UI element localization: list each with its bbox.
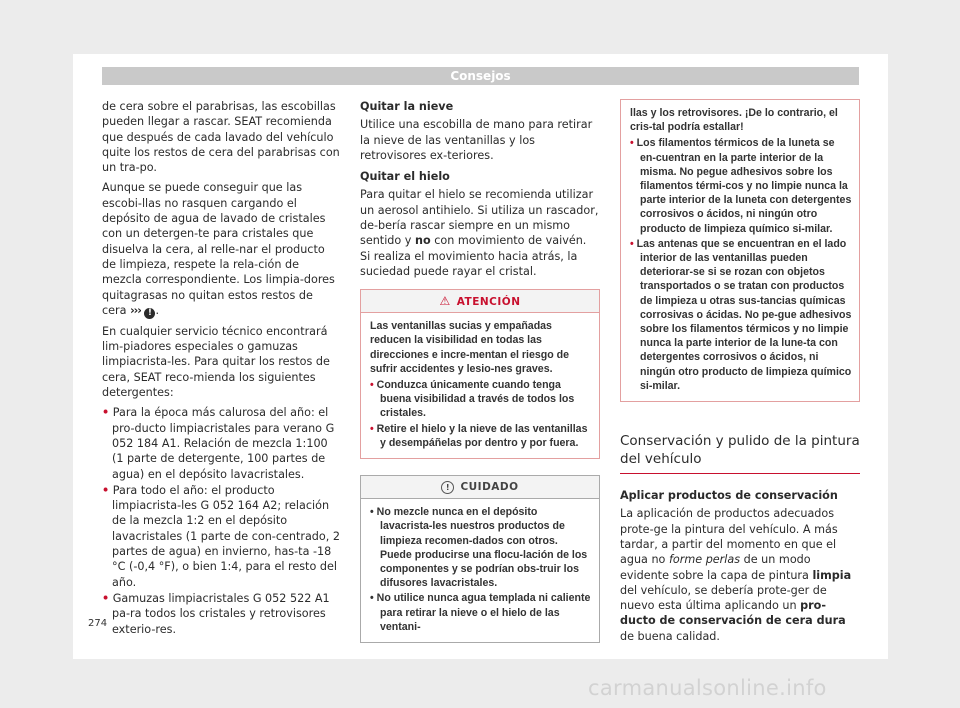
column-3 [620,99,860,649]
bullet-icon: • [370,592,374,605]
list-item: • No mezcle nunca en el depósito lavacrista-les nuestros productos de limpieza recomen-dados con otros. Puede producirse una flocu-lación de los componentes y se podrían obs-truir los difusores lavacristales. [370,506,588,590]
warning-continuation: llas y los retrovisores. ¡De lo contrario, el cris-tal podría estallar! [630,107,838,134]
paragraph: En cualquier servicio técnico encontrará lim-piadores especiales o gamuzas limpiacrista-les. Para quitar los restos de cera, SEAT reco-mienda los siguientes detergentes: [102,324,330,400]
column-2 [360,99,600,643]
bullet-icon: • [370,506,374,519]
bullet-icon: • [102,483,110,497]
page-number: 274 [88,618,108,629]
paragraph: de cera sobre el parabrisas, las escobillas pueden llegar a rascar. SEAT recomienda que después de cada lavado del vehículo quite los restos de cera del parabrisas con un tra-po. [102,100,340,175]
warning-box [360,289,600,459]
warning-intro: Las ventanillas sucias y empañadas reducen la visibilidad en todas las direcciones e incre-mentan el riesgo de sufrir accidentes y lesio-nes graves. [370,320,570,375]
bullet-icon: • [370,379,374,392]
caution-box-body [361,499,599,642]
subheading-conservation: Aplicar productos de conservación [620,489,838,503]
warning-box-continued [620,99,860,402]
list-item: • Conduzca únicamente cuando tenga buena visibilidad a través de todos los cristales. [370,379,575,420]
list-item: • Para la época más calurosa del año: el pro-ducto limpiacristales para verano G 052 184 A1. Relación de mezcla 1:100 (1 parte de detergente, 100 partes de agua) en el depósito lavacristales. [102,406,335,481]
warning-box-title: ⚠ ATENCIÓN [361,290,599,313]
subheading-ice: Quitar el hielo [360,170,450,184]
list-item: • Gamuzas limpiacristales G 052 522 A1 pa-ra todos los cristales y retrovisores exterio-res. [102,591,330,636]
caution-box [360,475,600,643]
section-header: Consejos [102,67,859,85]
warning-reference-icon[interactable]: ! [144,308,155,319]
paragraph: Utilice una escobilla de mano para retirar la nieve de las ventanillas y los retrovisores ex-teriores. [360,118,593,162]
watermark: carmanualsonline.info [588,676,827,700]
paragraph-text: Aunque se puede conseguir que las escobi-llas no rasquen cargando el depósito de agua de lavado de cristales con un detergen-te para cristales que disuelva la cera, al relle-nar el producto de limpieza, respete la rela-ción de mezcla correspondiente. Los limpia-dores quitagrasas no quitan estos restos de cera [102,181,335,317]
bullet-icon: • [630,137,634,150]
section-title: Conservación y pulido de la pintura del vehículo [620,432,860,474]
list-item: • Para todo el año: el producto limpiacrista-les G 052 164 A2; relación de la mezcla 1:2 en el depósito lavacristales (1 parte de con-centrado, 2 partes de agua) en invierno, has-ta -18 °C (-0,4 °F), o bien 1:4, para el resto del año. [102,483,340,589]
bullet-icon: • [370,422,374,435]
warning-triangle-icon: ⚠ [439,294,451,309]
bullet-icon: • [630,237,634,250]
column-1 [102,99,340,638]
caution-box-title: ! CUIDADO [361,476,599,499]
subheading-snow: Quitar la nieve [360,100,454,113]
bullet-icon: • [102,591,110,605]
list-item: • Las antenas que se encuentran en el lado interior de las ventanillas pueden deteriorar-se si se rozan con objetos transportados o se tratan con productos de limpieza u otras sus-tancias químicas corrosivas o ácidas. No pe-gue adhesivos sobre los filamentos térmicos y no limpie nunca la parte interior de la lune-ta con detergentes corrosivos o ácidos, ni ningún otro producto de limpieza químico si-milar. [630,237,852,392]
info-circle-icon: ! [441,481,454,494]
list-item: • Los filamentos térmicos de la luneta se en-cuentran en la parte interior de la misma. No pegue adhesivos sobre los filamentos térmi-cos y no limpie nunca la parte interior de la luneta con detergentes corrosivos o ácidos, ni ningún otro producto de limpieza químico si-milar. [630,137,852,235]
list-item: • Retire el hielo y la nieve de las ventanillas y desempáñelas por dentro y por fuera. [370,422,588,449]
warning-box-body [361,313,599,458]
cross-reference-arrow[interactable]: ››› [130,303,141,317]
paragraph: La aplicación de productos adecuados prote-ge la pintura del vehículo. A más tardar, a partir del momento en que el agua no forme perlas de un modo evidente sobre la capa de pintura limpia del vehículo, se debería prote-ger de nuevo esta última aplicando un pro-ducto de conservación de cera dura de buena calidad. [620,507,852,643]
paragraph: Para quitar el hielo se recomienda utilizar un aerosol antihielo. Si utiliza un rascador, de-bería rascar siempre en un mismo sentido y no con movimiento de vaivén. Si realiza el movimiento hacia atrás, la suciedad puede rayar el cristal. [360,188,599,278]
list-item: • No utilice nunca agua templada ni caliente para retirar la nieve o el hielo de las ventani- [370,592,591,633]
paragraph: Aunque se puede conseguir que las escobi-llas no rasquen cargando el depósito de agua de lavado de cristales con un detergen-te para cristales que disuelva la cera, al relle-nar el producto de limpieza, respete la rela-ción de mezcla correspondiente. Los limpia-dores quitagrasas no quitan estos restos de cera ››› ! . [102,181,335,318]
bullet-icon: • [102,406,110,420]
warning-box-body [621,100,859,401]
